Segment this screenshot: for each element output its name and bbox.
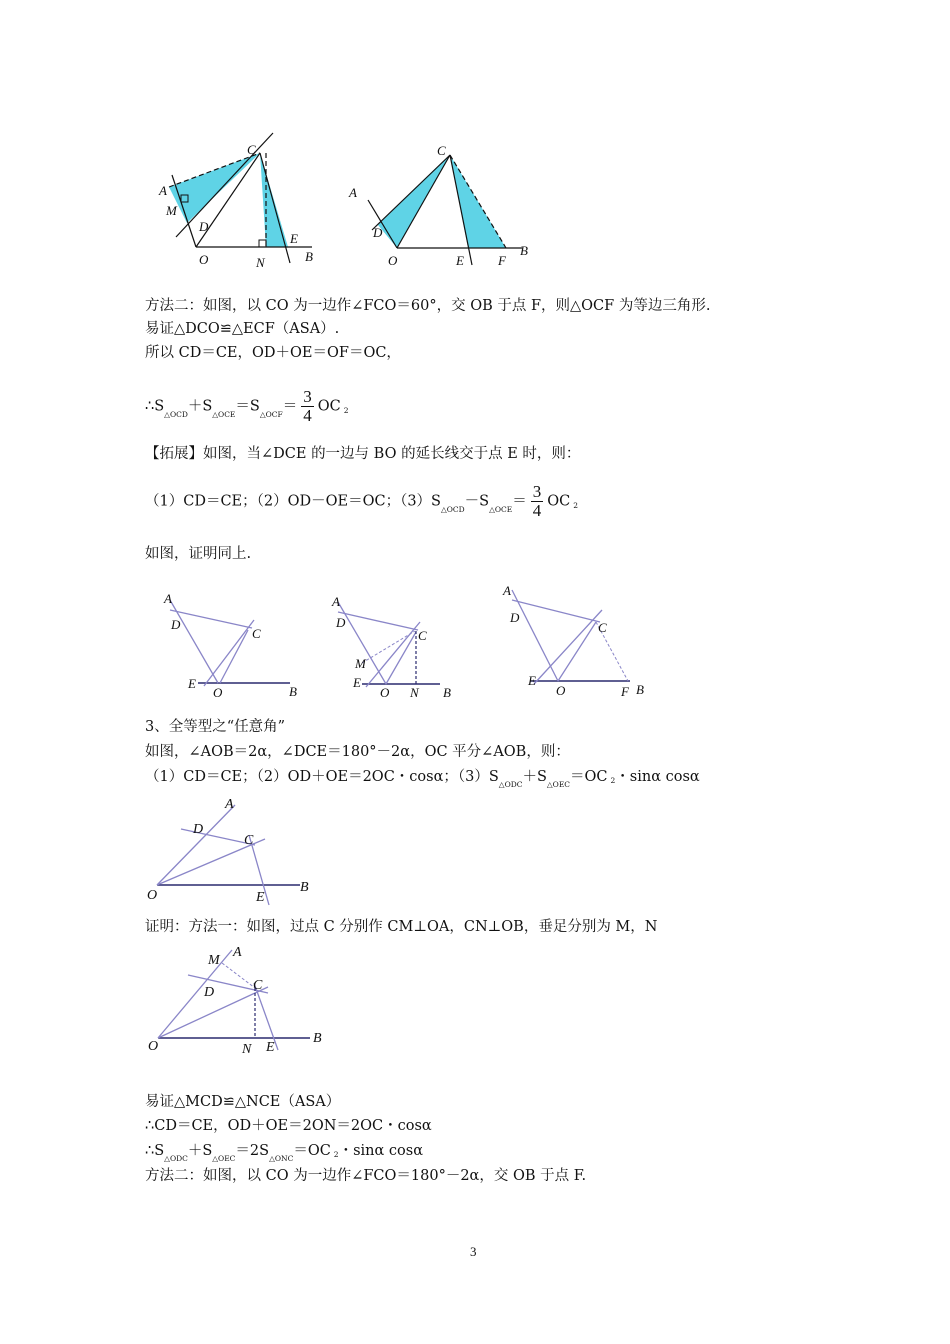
square-exponent: 2 bbox=[610, 776, 616, 785]
fraction-denominator: 4 bbox=[532, 501, 542, 520]
area-formula-1 bbox=[145, 388, 348, 425]
fig2-label-E: E bbox=[456, 253, 464, 268]
equals-sign: ＝ bbox=[293, 1143, 308, 1159]
square-exponent: 2 bbox=[573, 500, 578, 510]
sin-cos-term: ・sinα cosα bbox=[615, 769, 700, 785]
ext1-label-O: O bbox=[213, 685, 223, 700]
method2-line1: 方法二：如图，以 CO 为一边作∠FCO＝60°，交 OB 于点 F，则△OCF 为等边三角形. bbox=[145, 298, 711, 314]
s-symbol: S bbox=[479, 493, 490, 510]
s-symbol: S bbox=[488, 769, 499, 785]
s-symbol: S bbox=[154, 398, 165, 415]
fig3-label-B: B bbox=[300, 880, 309, 895]
plus-sign: ＋ bbox=[187, 1143, 203, 1159]
figure-method1 bbox=[150, 945, 330, 1060]
fraction-numerator: 3 bbox=[303, 387, 312, 406]
fig1-label-A: A bbox=[159, 183, 167, 198]
fraction-three-quarters bbox=[531, 483, 544, 520]
s-symbol: S bbox=[202, 1143, 213, 1159]
square-exponent: 2 bbox=[343, 405, 349, 415]
section3-method2: 方法二：如图，以 CO 为一边作∠FCO＝180°－2α，交 OB 于点 F. bbox=[145, 1168, 587, 1184]
extension-line: 【拓展】如图，当∠DCE 的一边与 BO 的延长线交于点 E 时，则： bbox=[145, 446, 581, 462]
subscript: △OEC bbox=[212, 1154, 236, 1163]
fraction-numerator: 3 bbox=[532, 482, 542, 501]
section3-items-text: （1）CD＝CE；（2）OD＋OE＝2OC・cosα；（3） bbox=[145, 769, 489, 785]
section3-proof-method1: 证明：方法一：如图，过点 C 分别作 CM⊥OA，CN⊥OB，垂足分别为 M，N bbox=[145, 919, 658, 935]
s-symbol: S bbox=[259, 1143, 270, 1159]
fig2-label-F: F bbox=[498, 253, 506, 268]
ext1-label-E: E bbox=[188, 676, 196, 691]
fig4-label-O: O bbox=[148, 1039, 159, 1054]
fig2-label-O: O bbox=[388, 253, 398, 268]
fig1-label-C: C bbox=[247, 142, 256, 157]
fig4-label-D: D bbox=[204, 985, 215, 1000]
fig4-label-E: E bbox=[266, 1040, 275, 1055]
subscript: △OCF bbox=[259, 409, 283, 419]
figure-ext-3 bbox=[500, 580, 650, 700]
equals-sign: ＝ bbox=[570, 769, 585, 785]
ext2-label-D: D bbox=[336, 615, 346, 630]
sin-cos-term: ・sinα cosα bbox=[338, 1143, 423, 1159]
ext2-label-A: A bbox=[332, 594, 340, 609]
plus-sign: ＋ bbox=[522, 769, 537, 785]
therefore-sign: ∴ bbox=[145, 1143, 155, 1159]
section3-items bbox=[145, 768, 700, 788]
ext3-label-C: C bbox=[598, 620, 607, 635]
ext1-label-D: D bbox=[171, 617, 181, 632]
subscript: △OCE bbox=[489, 504, 513, 514]
coefficient-two: 2 bbox=[249, 1143, 260, 1159]
fig4-label-A: A bbox=[233, 945, 242, 960]
subscript: △ODC bbox=[498, 780, 523, 789]
ext1-label-B: B bbox=[289, 684, 297, 699]
fig2-label-A: A bbox=[349, 185, 357, 200]
subscript: △ONC bbox=[269, 1154, 294, 1163]
ext3-label-B: B bbox=[636, 682, 644, 697]
subscript: △OCD bbox=[164, 409, 188, 419]
fig2-label-C: C bbox=[437, 143, 446, 158]
fig1-label-D: D bbox=[199, 219, 209, 234]
fig3-label-A: A bbox=[225, 797, 234, 812]
method2-line2: 易证△DCO≌△ECF（ASA）. bbox=[145, 321, 340, 337]
ext1-label-C: C bbox=[252, 626, 261, 641]
ext1-label-A: A bbox=[164, 591, 172, 606]
plus-sign: ＋ bbox=[187, 398, 203, 415]
extension-items bbox=[145, 483, 578, 520]
s-symbol: S bbox=[154, 1143, 165, 1159]
fig1-label-M: M bbox=[166, 203, 177, 218]
fraction-three-quarters bbox=[301, 388, 314, 425]
subscript: △ODC bbox=[164, 1154, 188, 1163]
method2-line3: 所以 CD＝CE，OD＋OE＝OF＝OC， bbox=[145, 345, 401, 361]
fig4-label-C: C bbox=[253, 978, 263, 993]
fig4-label-M: M bbox=[208, 953, 220, 968]
ext2-label-C: C bbox=[418, 628, 427, 643]
figure-1-left bbox=[150, 125, 330, 270]
ext3-label-F: F bbox=[621, 684, 629, 699]
fig3-label-C: C bbox=[244, 833, 254, 848]
oc-term: OC bbox=[547, 493, 571, 510]
fig2-label-B: B bbox=[520, 243, 528, 258]
section3-title: 3、全等型之“任意角” bbox=[145, 719, 286, 735]
oc-term: OC bbox=[307, 1143, 331, 1159]
fig3-label-O: O bbox=[147, 888, 158, 903]
minus-sign: － bbox=[464, 493, 480, 510]
fig2-label-D: D bbox=[373, 225, 383, 240]
fraction-denominator: 4 bbox=[303, 406, 312, 425]
extension-items-text: （1）CD＝CE；（2）OD－OE＝OC；（3） bbox=[145, 493, 432, 510]
fig1-label-N: N bbox=[256, 255, 265, 270]
oc-term: OC bbox=[584, 769, 608, 785]
therefore-sign: ∴ bbox=[145, 398, 155, 415]
ext3-label-D: D bbox=[510, 610, 520, 625]
figure-ext-2 bbox=[330, 590, 460, 700]
section3-congruence: 易证△MCD≌△NCE（ASA） bbox=[145, 1094, 341, 1110]
fig1-label-O: O bbox=[199, 252, 209, 267]
fig4-label-B: B bbox=[313, 1031, 322, 1046]
equals-sign: ＝ bbox=[235, 1143, 250, 1159]
fig4-label-N: N bbox=[242, 1042, 252, 1057]
page-number: 3 bbox=[470, 1244, 477, 1259]
fig1-label-B: B bbox=[305, 249, 313, 264]
fig3-label-D: D bbox=[193, 822, 204, 837]
equals-sign: ＝ bbox=[282, 398, 298, 415]
section3-conclusion2 bbox=[145, 1142, 423, 1162]
section3-conditions: 如图，∠AOB＝2α，∠DCE＝180°－2α，OC 平分∠AOB，则： bbox=[145, 744, 570, 760]
equals-sign: ＝ bbox=[512, 493, 527, 510]
ext2-label-B: B bbox=[443, 685, 451, 700]
ext2-label-O: O bbox=[380, 685, 390, 700]
section3-conclusion1: ∴CD＝CE，OD＋OE＝2ON＝2OC・cosα bbox=[145, 1118, 432, 1134]
subscript: △OCD bbox=[440, 504, 465, 514]
ext2-label-N: N bbox=[410, 685, 419, 700]
subscript: △OCE bbox=[212, 409, 236, 419]
ext3-label-E: E bbox=[528, 673, 536, 688]
fig1-label-E: E bbox=[290, 231, 298, 246]
s-symbol: S bbox=[202, 398, 213, 415]
oc-term: OC bbox=[317, 398, 341, 415]
s-symbol: S bbox=[431, 493, 441, 510]
ext3-label-A: A bbox=[503, 583, 511, 598]
ext2-label-M: M bbox=[355, 656, 366, 671]
s-symbol: S bbox=[536, 769, 547, 785]
subscript: △OEC bbox=[546, 780, 571, 789]
extension-proof: 如图，证明同上. bbox=[145, 546, 252, 562]
square-exponent: 2 bbox=[333, 1150, 339, 1159]
s-symbol: S bbox=[249, 398, 260, 415]
ext2-label-E: E bbox=[353, 675, 361, 690]
fig3-label-E: E bbox=[256, 890, 265, 905]
equals-sign: ＝ bbox=[235, 398, 250, 415]
ext3-label-O: O bbox=[556, 683, 566, 698]
figure-ext-1 bbox=[160, 590, 310, 700]
